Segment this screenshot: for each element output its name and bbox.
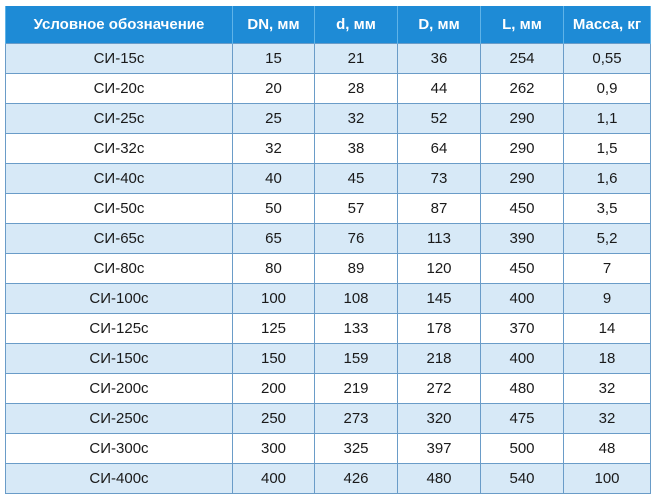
- table-row: [6, 284, 651, 314]
- table-header-row: [6, 6, 651, 44]
- inner-diameter-cell: 38: [315, 134, 398, 164]
- mass-cell: 7: [564, 254, 651, 284]
- designation-cell: СИ-150с: [6, 344, 233, 374]
- outer-diameter-cell: 218: [398, 344, 481, 374]
- inner-diameter-cell: 76: [315, 224, 398, 254]
- dn-cell: 125: [233, 314, 315, 344]
- table-row: [6, 254, 651, 284]
- length-cell: 290: [481, 104, 564, 134]
- length-cell: 370: [481, 314, 564, 344]
- specifications-table: [5, 6, 651, 494]
- designation-cell: СИ-20с: [6, 74, 233, 104]
- designation-cell: СИ-50с: [6, 194, 233, 224]
- table-row: [6, 344, 651, 374]
- designation-cell: СИ-65с: [6, 224, 233, 254]
- mass-cell: 9: [564, 284, 651, 314]
- length-cell: 254: [481, 44, 564, 74]
- length-cell: 480: [481, 374, 564, 404]
- header-outer-diameter: D, мм: [398, 6, 481, 44]
- header-length: L, мм: [481, 6, 564, 44]
- dn-cell: 200: [233, 374, 315, 404]
- mass-cell: 32: [564, 374, 651, 404]
- table-row: [6, 164, 651, 194]
- inner-diameter-cell: 133: [315, 314, 398, 344]
- outer-diameter-cell: 272: [398, 374, 481, 404]
- outer-diameter-cell: 36: [398, 44, 481, 74]
- inner-diameter-cell: 45: [315, 164, 398, 194]
- dn-cell: 65: [233, 224, 315, 254]
- designation-cell: СИ-100с: [6, 284, 233, 314]
- dn-cell: 80: [233, 254, 315, 284]
- dn-cell: 250: [233, 404, 315, 434]
- table-row: [6, 194, 651, 224]
- inner-diameter-cell: 57: [315, 194, 398, 224]
- designation-cell: СИ-300с: [6, 434, 233, 464]
- inner-diameter-cell: 32: [315, 104, 398, 134]
- inner-diameter-cell: 219: [315, 374, 398, 404]
- dn-cell: 100: [233, 284, 315, 314]
- table-row: [6, 464, 651, 494]
- dn-cell: 300: [233, 434, 315, 464]
- dn-cell: 50: [233, 194, 315, 224]
- outer-diameter-cell: 480: [398, 464, 481, 494]
- designation-cell: СИ-125с: [6, 314, 233, 344]
- table-row: [6, 134, 651, 164]
- mass-cell: 48: [564, 434, 651, 464]
- outer-diameter-cell: 73: [398, 164, 481, 194]
- table-row: [6, 404, 651, 434]
- mass-cell: 5,2: [564, 224, 651, 254]
- inner-diameter-cell: 325: [315, 434, 398, 464]
- length-cell: 400: [481, 344, 564, 374]
- length-cell: 290: [481, 164, 564, 194]
- inner-diameter-cell: 273: [315, 404, 398, 434]
- designation-cell: СИ-40с: [6, 164, 233, 194]
- table-row: [6, 434, 651, 464]
- length-cell: 450: [481, 194, 564, 224]
- inner-diameter-cell: 159: [315, 344, 398, 374]
- designation-cell: СИ-25с: [6, 104, 233, 134]
- dn-cell: 32: [233, 134, 315, 164]
- header-designation: Условное обозначение: [6, 6, 233, 44]
- mass-cell: 1,1: [564, 104, 651, 134]
- table-row: [6, 374, 651, 404]
- dn-cell: 25: [233, 104, 315, 134]
- header-mass: Масса, кг: [564, 6, 651, 44]
- dn-cell: 40: [233, 164, 315, 194]
- table-row: [6, 224, 651, 254]
- header-dn: DN, мм: [233, 6, 315, 44]
- designation-cell: СИ-250с: [6, 404, 233, 434]
- inner-diameter-cell: 426: [315, 464, 398, 494]
- designation-cell: СИ-80с: [6, 254, 233, 284]
- inner-diameter-cell: 108: [315, 284, 398, 314]
- length-cell: 262: [481, 74, 564, 104]
- mass-cell: 100: [564, 464, 651, 494]
- outer-diameter-cell: 44: [398, 74, 481, 104]
- outer-diameter-cell: 178: [398, 314, 481, 344]
- table-body: [6, 44, 651, 494]
- dn-cell: 400: [233, 464, 315, 494]
- length-cell: 390: [481, 224, 564, 254]
- header-inner-diameter: d, мм: [315, 6, 398, 44]
- outer-diameter-cell: 145: [398, 284, 481, 314]
- table-row: [6, 44, 651, 74]
- designation-cell: СИ-200с: [6, 374, 233, 404]
- mass-cell: 14: [564, 314, 651, 344]
- dn-cell: 20: [233, 74, 315, 104]
- length-cell: 540: [481, 464, 564, 494]
- outer-diameter-cell: 52: [398, 104, 481, 134]
- length-cell: 450: [481, 254, 564, 284]
- table-row: [6, 104, 651, 134]
- length-cell: 500: [481, 434, 564, 464]
- mass-cell: 18: [564, 344, 651, 374]
- mass-cell: 32: [564, 404, 651, 434]
- mass-cell: 3,5: [564, 194, 651, 224]
- mass-cell: 1,6: [564, 164, 651, 194]
- inner-diameter-cell: 28: [315, 74, 398, 104]
- inner-diameter-cell: 89: [315, 254, 398, 284]
- outer-diameter-cell: 397: [398, 434, 481, 464]
- outer-diameter-cell: 120: [398, 254, 481, 284]
- dn-cell: 15: [233, 44, 315, 74]
- length-cell: 400: [481, 284, 564, 314]
- mass-cell: 1,5: [564, 134, 651, 164]
- designation-cell: СИ-32с: [6, 134, 233, 164]
- table-row: [6, 74, 651, 104]
- designation-cell: СИ-400с: [6, 464, 233, 494]
- outer-diameter-cell: 87: [398, 194, 481, 224]
- outer-diameter-cell: 113: [398, 224, 481, 254]
- outer-diameter-cell: 320: [398, 404, 481, 434]
- length-cell: 290: [481, 134, 564, 164]
- dn-cell: 150: [233, 344, 315, 374]
- mass-cell: 0,9: [564, 74, 651, 104]
- inner-diameter-cell: 21: [315, 44, 398, 74]
- length-cell: 475: [481, 404, 564, 434]
- outer-diameter-cell: 64: [398, 134, 481, 164]
- table-row: [6, 314, 651, 344]
- mass-cell: 0,55: [564, 44, 651, 74]
- designation-cell: СИ-15с: [6, 44, 233, 74]
